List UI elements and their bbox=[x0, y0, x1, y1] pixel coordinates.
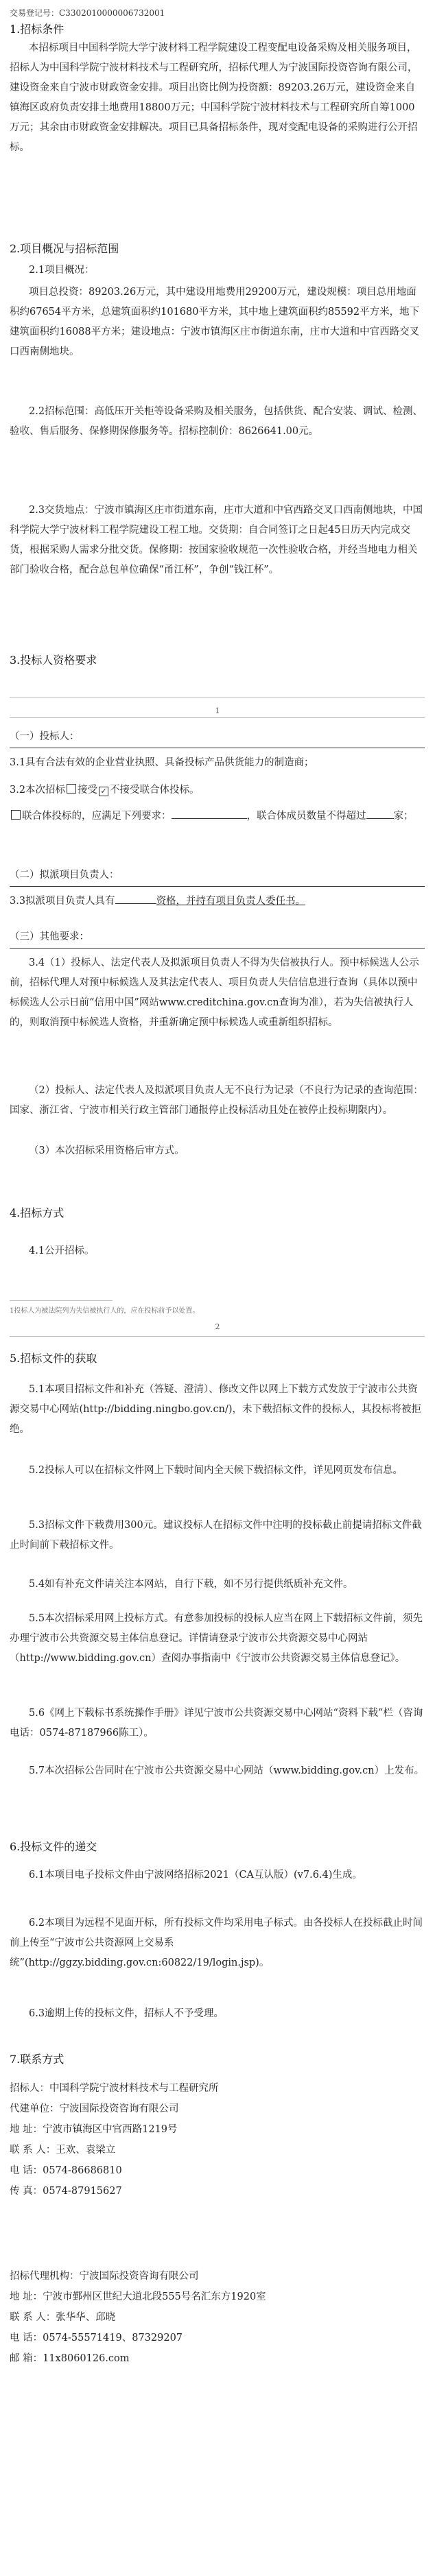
section-1-title: 1.招标条件 bbox=[10, 23, 64, 36]
rule-line bbox=[10, 948, 425, 949]
section-1-body: 本招标项目中国科学院大学宁波材料工程学院建设工程变配电设备采购及相关服务项目，招标人为中国科学院宁波材料技术与工程研究所，招标代理人为宁波国际投资咨询有限公司，建设资金来自宁波市财政资金安排。项目出资比例为投资额：89203.26万元，建设资金来自镇海区政府负责安排土地费用18800万元；中国科学院宁波材料技术与工程研究所自筹1000万元；其余由市财政资金安排解决。项目已具备招标条件，现对变配电设备的采购进行公开招标。 bbox=[10, 43, 418, 153]
contact-line: 地 址：宁波市镇海区中官西路1219号 bbox=[10, 2124, 178, 2135]
footnote-rule bbox=[10, 1300, 113, 1301]
page-number-1: 1 bbox=[215, 706, 220, 715]
section-2-1-body: 项目总投资：89203.26万元，其中建设用地费用29200万元，建设规模：项目总用地面积约67654平方米，总建筑面积约101680平方米，其中地上建筑面积约85592平方米，地下建筑面积约16088平方米；建设地点：宁波市镇海区庄市街道东南，庄市大道和中官西路交叉口西南侧地块。 bbox=[10, 287, 420, 357]
section-2-title: 2.项目概况与招标范围 bbox=[10, 242, 119, 255]
req-3-2-reject: 不接受联合体投标。 bbox=[110, 785, 200, 796]
req-5-3: 5.3招标文件下载费用300元。建议投标人在招标文件中注明的投标截止前提请招标文件截止时间前下载招标文件。 bbox=[10, 1520, 422, 1551]
contact-line: 地 址：宁波市鄞州区世纪大道北段555号名汇东方1920室 bbox=[10, 2291, 266, 2302]
req-3-2-unit: 家； bbox=[393, 811, 414, 822]
req-3-4-2: （2）投标人、法定代表人及拟派项目负责人无不良行为记录（不良行为记录的查询范围：国家、浙江省、宁波市相关行政主管部门通报停止投标活动且处在被停止投标期限内）。 bbox=[10, 1085, 423, 1116]
bidder-subtitle: （一）投标人： bbox=[10, 731, 80, 742]
req-3-4-1: 3.4（1）投标人、法定代表人及拟派项目负责人不得为失信被执行人。预中标候选人公示前，招标代理人对预中标候选人及其法定代表人、项目负责人失信信息进行查询（具体以预中标候选人公示日前“信用中国”网站www.creditchina.gov.cn查询为准），若为失信被执行人的，则取消预中标候选人资格，并重新确定预中标候选人或重新组织招标。 bbox=[10, 957, 419, 1028]
contact-line: 电 话：0574-86686810 bbox=[10, 2165, 122, 2176]
page-number-2: 2 bbox=[215, 1322, 220, 1331]
section-2-3-body: 2.3交货地点：宁波市镇海区庄市街道东南，庄市大道和中官西路交叉口西南侧地块，中国科学院大学宁波材料工程学院建设工程工地。交货期：自合同签订之日起45日历天内完成交货，根据采购人需求分批交货。保修期：按国家验收规范一次性验收合格，并经当地电力相关部门验收合格，配合总包单位确保“甬江杯”，争创“钱江杯”。 bbox=[10, 505, 423, 575]
req-3-4-3: （3）本次招标采用资格后审方式。 bbox=[29, 1145, 185, 1156]
rule-line bbox=[10, 886, 425, 887]
contact-line: 联 系 人：王欢、袁梁立 bbox=[10, 2145, 116, 2156]
other-subtitle: （三）其他要求： bbox=[10, 931, 89, 942]
section-3-title: 3.投标人资格要求 bbox=[10, 654, 97, 667]
contact-line: 招标人：中国科学院宁波材料技术与工程研究所 bbox=[10, 2083, 219, 2094]
req-3-2-accept: 接受 bbox=[78, 785, 98, 796]
trade-code: 交易登记号：C3302010000006732001 bbox=[10, 8, 165, 18]
req-6-3: 6.3逾期上传的投标文件，招标人不予受理。 bbox=[29, 2008, 224, 2019]
section-2-1-title: 2.1项目概况： bbox=[29, 265, 95, 276]
pm-qualification-blank[interactable] bbox=[115, 903, 156, 904]
contact-line: 联 系 人：张华华、邱晓 bbox=[10, 2312, 116, 2323]
req-6-2: 6.2本项目为远程不见面开标，所有投标文件均采用电子标式。由各投标人在投标截止时间前上传至“宁波市公共资源网上交易系统”(http://ggzy.bidding.gov.cn:60822/19/login.jsp)。 bbox=[10, 1918, 423, 1968]
req-3-2-max-text: ，联合体成员数量不得超过 bbox=[246, 811, 366, 822]
section-5-title: 5.招标文件的获取 bbox=[10, 1352, 97, 1365]
req-5-5: 5.5本次招标采用网上投标方式。有意参加投标的投标人应当在网上下载招标文件前，须先办理宁波市公共资源交易主体信息登记。详情请登录宁波市公共资源交易中心网站（http://www.bidding.gov.cn）查阅办事指南中《宁波市公共资源交易主体信息登记》。 bbox=[10, 1613, 423, 1664]
req-5-1: 5.1本项目招标文件和补充（答疑、澄清）、修改文件以网上下载方式发放于宁波市公共资源交易中心网站(http://bidding.ningbo.gov.cn/)，未下载招标文件的投标人，其投标将被拒绝。 bbox=[10, 1384, 421, 1435]
req-3-3-label: 3.3拟派项目负责人具有 bbox=[10, 896, 115, 907]
section-4-title: 4.招标方式 bbox=[10, 1206, 64, 1219]
checkbox-reject-consortium[interactable] bbox=[99, 787, 108, 796]
req-6-1: 6.1本项目电子投标文件由宁波网络招标2021（CA互认版）(v7.6.4)生成。 bbox=[29, 1870, 362, 1881]
section-6-title: 6.投标文件的递交 bbox=[10, 1840, 97, 1853]
footnote: 1投标人为被法院列为失信被执行人的，应在投标前予以处置。 bbox=[10, 1307, 200, 1315]
req-3-1: 3.1具有合法有效的企业营业执照、具备投标产品供货能力的制造商； bbox=[10, 757, 314, 768]
consortium-count-blank[interactable] bbox=[366, 818, 394, 819]
checkbox-consortium-req[interactable] bbox=[11, 810, 21, 820]
tenderer-contact bbox=[10, 2078, 219, 2202]
req-5-7: 5.7本次招标公告同时在宁波市公共资源交易中心网站（www.bidding.gov.cn）上发布。 bbox=[29, 1765, 425, 1776]
section-2-2-body: 2.2招标范围：高低压开关柜等设备采购及相关服务，包括供货、配合安装、调试、检测、验收、售后服务、保修期保修服务等。招标控制价：8626641.00元。 bbox=[10, 406, 423, 437]
contact-line: 电 话：0574-55571419、87329207 bbox=[10, 2333, 183, 2344]
req-5-6: 5.6《网上下载标书系统操作手册》详见宁波市公共资源交易中心网站“资料下载”栏（咨询电话：0574-87187966陈工）。 bbox=[10, 1708, 423, 1739]
section-4-body: 4.1公开招标。 bbox=[29, 1245, 95, 1256]
req-3-2-consortium-text: 联合体投标的，应满足下列要求： bbox=[22, 811, 172, 822]
section-7-title: 7.联系方式 bbox=[10, 2053, 64, 2066]
req-3-2-label: 3.2本次招标 bbox=[10, 785, 66, 796]
consortium-req-blank[interactable] bbox=[172, 818, 247, 819]
req-3-2-consortium bbox=[10, 807, 425, 826]
page-divider bbox=[10, 717, 425, 718]
contact-line: 邮 箱：11x8060126.com bbox=[10, 2353, 130, 2364]
req-5-2: 5.2投标人可以在招标文件网上下载时间内全天候下载招标文件，详见网页发布信息。 bbox=[29, 1465, 403, 1476]
page-divider bbox=[10, 1336, 425, 1337]
req-3-3-tail: 资格，并持有项目负责人委任书。 bbox=[156, 896, 306, 907]
contact-line: 传 真：0574-87915627 bbox=[10, 2186, 122, 2197]
req-3-2 bbox=[10, 780, 425, 800]
pm-subtitle: （二）拟派项目负责人： bbox=[10, 870, 119, 881]
req-3-3 bbox=[10, 892, 425, 911]
contact-line: 招标代理机构：宁波国际投资咨询有限公司 bbox=[10, 2271, 199, 2282]
agent-contact bbox=[10, 2266, 266, 2369]
checkbox-accept-consortium[interactable] bbox=[67, 784, 76, 794]
req-5-4: 5.4如有补充文件请关注本网站，自行下载，如不另行提供纸质补充文件。 bbox=[29, 1579, 353, 1590]
contact-line: 代建单位：宁波国际投资咨询有限公司 bbox=[10, 2103, 179, 2114]
